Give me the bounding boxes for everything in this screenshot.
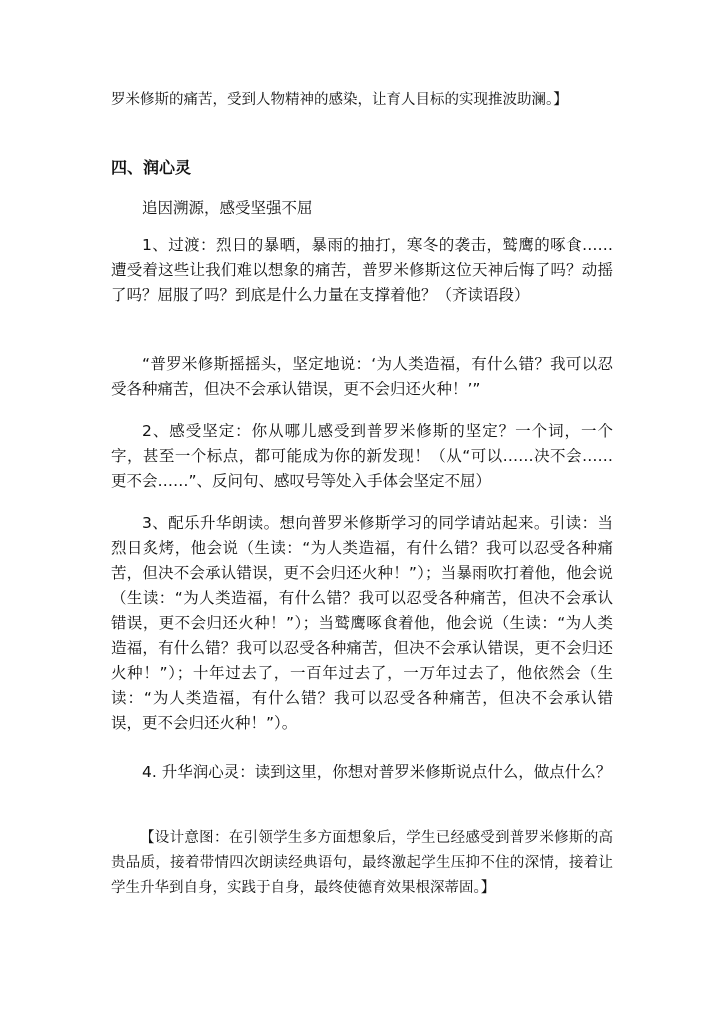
paragraph-transition: 1、过渡：烈日的暴晒，暴雨的抽打，寒冬的袭击，鹫鹰的啄食……遭受着这些让我们难以想象的痛苦，普罗米修斯这位天神后悔了吗？动摇了吗？屈服了吗？到底是什么力量在支撑着他？（齐读语段） — [111, 236, 613, 304]
paragraph-sublimation: 4. 升华润心灵：读到这里，你想对普罗米修斯说点什么，做点什么？ — [142, 763, 612, 781]
design-intent-note: 【设计意图：在引领学生多方面想象后，学生已经感受到普罗米修斯的高贵品质，接着带情四次朗读经典语句，最终激起学生压抑不住的深情，接着让学生升华到自身，实践于自身，最终使德育效果根深蒂固。】 — [111, 830, 613, 896]
paragraph-read-aloud: 3、配乐升华朗读。想向普罗米修斯学习的同学请站起来。引读：当烈日炙烤，他会说（生读：“为人类造福，有什么错？我可以忍受各种痛苦，但决不会承认错误，更不会归还火种！”）；当暴雨吹打着他，他会说（生读：“为人类造福，有什么错？我可以忍受各种痛苦，但决不会承认错误，更不会归还火种！”）；当鹫鹰啄食着他，他会说（生读：“为人类造福，有什么错？我可以忍受各种痛苦，但决不会承认错误，更不会归还火种！”）；十年过去了，一百年过去了，一万年过去了，他依然会（生读：“为人类造福，有什么错？我可以忍受各种痛苦，但决不会承认错误，更不会归还火种！”）。 — [111, 514, 613, 732]
section-heading: 四、润心灵 — [111, 158, 192, 177]
quote-paragraph: “普罗米修斯摇摇头，坚定地说：‘为人类造福，有什么错？我可以忍受各种痛苦，但决不会承认错误，更不会归还火种！’” — [111, 355, 613, 398]
design-note-continuation: 罗米修斯的痛苦，受到人物精神的感染，让育人目标的实现推波助澜。】 — [111, 92, 568, 108]
paragraph-feel-firmness: 2、感受坚定：你从哪儿感受到普罗米修斯的坚定？一个词，一个字，甚至一个标点，都可能成为你的新发现！（从“可以……决不会……更不会……”、反问句、感叹号等处入手体会坚定不屈） — [111, 422, 613, 490]
section-subtitle: 追因溯源，感受坚强不屈 — [142, 199, 313, 217]
